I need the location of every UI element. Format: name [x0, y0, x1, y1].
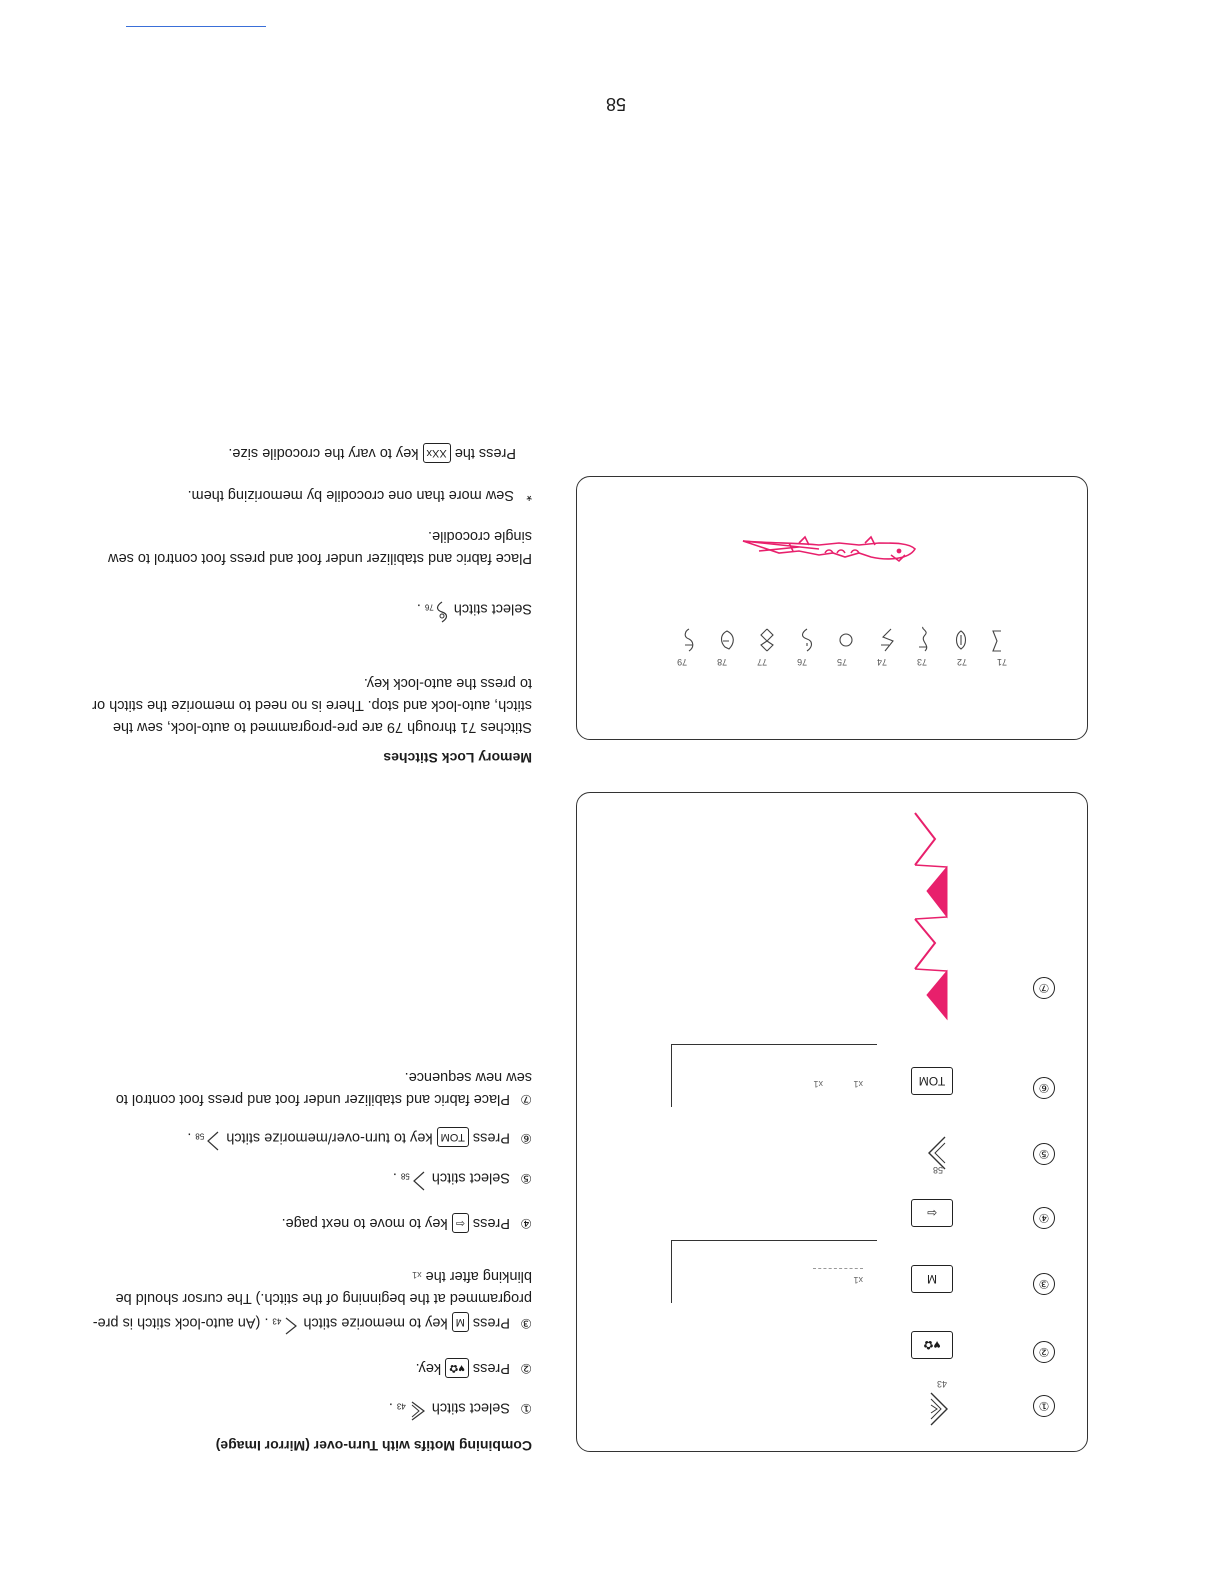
stitch-number: 43 — [272, 1316, 282, 1326]
stitch-number: 76 — [424, 602, 434, 612]
panel-label-1: ① — [1033, 1395, 1055, 1417]
step-number: ④ — [520, 1216, 532, 1231]
stitch-number-75: 75 — [837, 657, 848, 667]
motif-71-icon — [993, 631, 1001, 651]
stitch-number: 58 — [400, 1171, 410, 1181]
step-number: ① — [520, 1400, 532, 1416]
combining-motifs-panel — [576, 792, 1088, 1452]
turn-over-key-icon: TOM — [911, 1067, 953, 1095]
select-tail: . — [416, 600, 421, 617]
heart-flower-key-icon: ♥✿ — [445, 1358, 469, 1378]
step-3 — [92, 1264, 532, 1336]
step-text: Press — [472, 1129, 510, 1146]
memory-lock-panel — [576, 476, 1088, 740]
step-5 — [92, 1163, 532, 1192]
memory-lock-note — [72, 484, 532, 506]
memory-lock-paragraph: Stitches 71 through 79 are pre-programmed to auto-lock, sew the stitch, auto-lock and stop. There is no need to memorize the stitch or to press the auto-lock key. — [92, 675, 532, 735]
step-number: ③ — [520, 1315, 532, 1331]
next-page-key-icon: ⇦ — [911, 1199, 953, 1227]
page-footer-rule — [126, 26, 266, 27]
panel-label-4: ④ — [1033, 1207, 1055, 1229]
panel-label-7: ⑦ — [1033, 977, 1055, 999]
step-tail: . (An auto-lock stitch is pre-programmed at the beginning of the stitch.) The cursor should be blinking after the — [92, 1268, 532, 1331]
motif-76-icon — [803, 629, 812, 651]
panel-label-2: ② — [1033, 1341, 1055, 1363]
section-heading-combining: Combining Motifs with Turn-over (Mirror Image) — [215, 1438, 532, 1454]
sewn-sample-mirror-stitch — [911, 796, 951, 1021]
press-text: Press the — [454, 445, 516, 461]
heart-flower-key-icon: ♥✿ — [911, 1331, 953, 1359]
step-7 — [92, 1066, 532, 1110]
display-x1-a: x1 — [853, 1079, 863, 1089]
step-text: Press — [472, 1314, 510, 1331]
press-tail: key to vary the crocodile size. — [228, 445, 419, 461]
step-text-mid: key to turn-over/memorize stitch — [226, 1129, 433, 1146]
stitch-number-58: 58 — [932, 1165, 943, 1175]
step-text: Place fabric and stabilizer under foot and press foot control to sew new sequence. — [115, 1069, 532, 1107]
size-key-icon: XXx — [423, 443, 451, 463]
stitch-number-74: 74 — [877, 657, 888, 667]
display-stitch-preview — [813, 1268, 863, 1269]
lcd-display-6 — [671, 1044, 877, 1107]
step-text: Press — [472, 1360, 510, 1376]
motif-77-icon — [761, 629, 773, 651]
stitch-number: 58 — [195, 1131, 205, 1141]
crocodile-sample — [739, 526, 919, 571]
motif-78-icon — [722, 631, 734, 649]
step-text: Press — [472, 1215, 510, 1231]
stitch-number-72: 72 — [957, 657, 968, 667]
motif-74-icon — [881, 629, 893, 651]
page-number: 58 — [605, 94, 626, 114]
step-number: ⑦ — [520, 1092, 532, 1107]
stitch-number-79: 79 — [677, 657, 688, 667]
step-tail: . — [187, 1129, 192, 1146]
stitch-number-76: 76 — [797, 657, 808, 667]
motif-stitch-icons — [677, 625, 1007, 655]
step-1 — [92, 1393, 532, 1422]
stitch-number: 43 — [396, 1401, 406, 1411]
stitch-number-43: 43 — [936, 1379, 947, 1389]
crocodile-stitch-icon — [434, 593, 450, 624]
note-text: Sew more than one crocodile by memorizing them. — [187, 487, 514, 503]
stitch-number-73: 73 — [917, 657, 928, 667]
step-text: Select stitch — [431, 1169, 510, 1186]
stitch-43-icon — [406, 1393, 428, 1422]
step-6 — [92, 1123, 532, 1152]
memory-key-icon: M — [452, 1313, 469, 1333]
stitch-58-icon — [204, 1123, 222, 1152]
stitch-43-icon — [925, 1384, 951, 1429]
memory-key-icon: M — [911, 1265, 953, 1293]
step-2 — [92, 1357, 532, 1379]
panel-label-5: ⑤ — [1033, 1143, 1055, 1165]
motif-72-icon — [957, 631, 966, 649]
display-x1: x1 — [412, 1270, 422, 1280]
select-text: Select stitch — [453, 600, 532, 617]
stitch-43-icon — [281, 1309, 299, 1336]
memory-lock-select — [92, 593, 532, 624]
step-text-mid: key to memorize stitch — [303, 1314, 448, 1331]
display-x1-b: x1 — [813, 1079, 823, 1089]
step-tail: . — [392, 1169, 397, 1186]
turn-over-key-icon: TOM — [437, 1128, 469, 1148]
memory-lock-press — [56, 442, 516, 464]
step-tail: . — [388, 1399, 393, 1416]
motif-79-icon — [685, 629, 693, 651]
motif-75-icon — [840, 634, 852, 646]
motif-73-icon — [919, 627, 927, 651]
step-number: ⑥ — [520, 1130, 532, 1146]
panel-label-3: ③ — [1033, 1273, 1055, 1295]
step-4 — [92, 1212, 532, 1234]
stitch-number-78: 78 — [717, 657, 728, 667]
stitch-number-row — [677, 625, 1007, 667]
section-heading-memory-lock: Memory Lock Stitches — [383, 750, 532, 766]
step-tail: key. — [415, 1360, 442, 1376]
display-x1: x1 — [853, 1275, 863, 1285]
panel-label-6: ⑥ — [1033, 1077, 1055, 1099]
step-tail: key to move to next page. — [281, 1215, 448, 1231]
stitch-number-71: 71 — [996, 657, 1007, 667]
stitch-number-list — [677, 657, 1007, 667]
memory-lock-paragraph-2: Place fabric and stabilizer under foot and press foot control to sew single crocodile. — [108, 528, 532, 566]
stitch-58-icon — [410, 1163, 428, 1192]
lcd-display-3 — [671, 1240, 877, 1303]
step-number: ⑤ — [520, 1170, 532, 1186]
step-text: Select stitch — [431, 1399, 510, 1416]
step-number: ② — [520, 1361, 532, 1376]
next-page-key-icon: ⇦ — [452, 1213, 469, 1233]
note-star: * — [526, 487, 532, 503]
stitch-number-77: 77 — [757, 657, 768, 667]
